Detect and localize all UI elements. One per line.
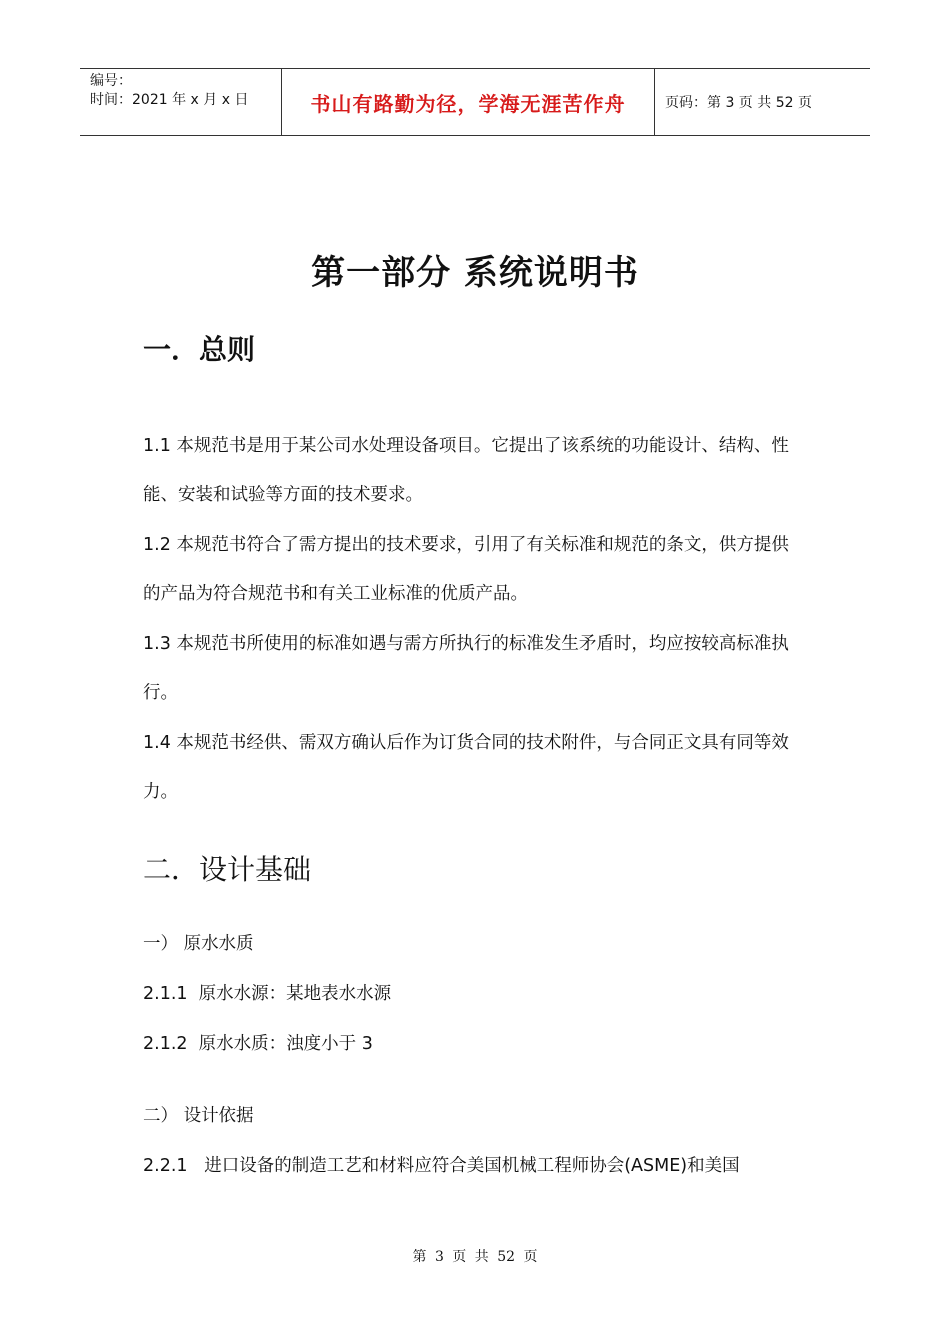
header-motto: 书山有路勤为径，学海无涯苦作舟 (281, 69, 655, 135)
section-heading-design-basis: 二．设计基础 (143, 853, 312, 886)
paragraph-1-2: 1.2 本规范书符合了需方提出的技术要求，引用了有关标准和规范的条文，供方提供的产品为符合规范书和有关工业标准的优质产品。 (143, 535, 789, 604)
paragraph-1-3: 1.3 本规范书所使用的标准如遇与需方所执行的标准发生矛盾时，均应按较高标准执行。 (143, 634, 789, 703)
item-2-2-1: 2.2.1 进口设备的制造工艺和材料应符合美国机械工程师协会(ASME)和美国 (143, 1156, 740, 1176)
document-number-label: 编号： (90, 73, 132, 89)
item-2-1-2: 2.1.2 原水水质：浊度小于 3 (143, 1034, 373, 1054)
item-2-1-1: 2.1.1 原水水源：某地表水水源 (143, 984, 392, 1004)
paragraph-1-4: 1.4 本规范书经供、需双方确认后作为订货合同的技术附件，与合同正文具有同等效力。 (143, 733, 789, 802)
paragraph-1-1: 1.1 本规范书是用于某公司水处理设备项目。它提出了该系统的功能设计、结构、性能、安装和试验等方面的技术要求。 (143, 436, 789, 505)
page-header (80, 68, 870, 136)
document-title: 第一部分 系统说明书 (311, 253, 639, 293)
page-footer: 第 3 页 共 52 页 (412, 1249, 538, 1265)
document-date-label: 时间：2021 年 x 月 x 日 (90, 92, 249, 108)
header-meta (80, 69, 281, 135)
section-heading-general: 一．总则 (143, 333, 256, 366)
header-page-number: 页码：第 3 页 共 52 页 (665, 95, 812, 111)
subheading-raw-water-quality: 一） 原水水质 (143, 934, 254, 954)
subheading-design-basis: 二） 设计依据 (143, 1106, 254, 1126)
